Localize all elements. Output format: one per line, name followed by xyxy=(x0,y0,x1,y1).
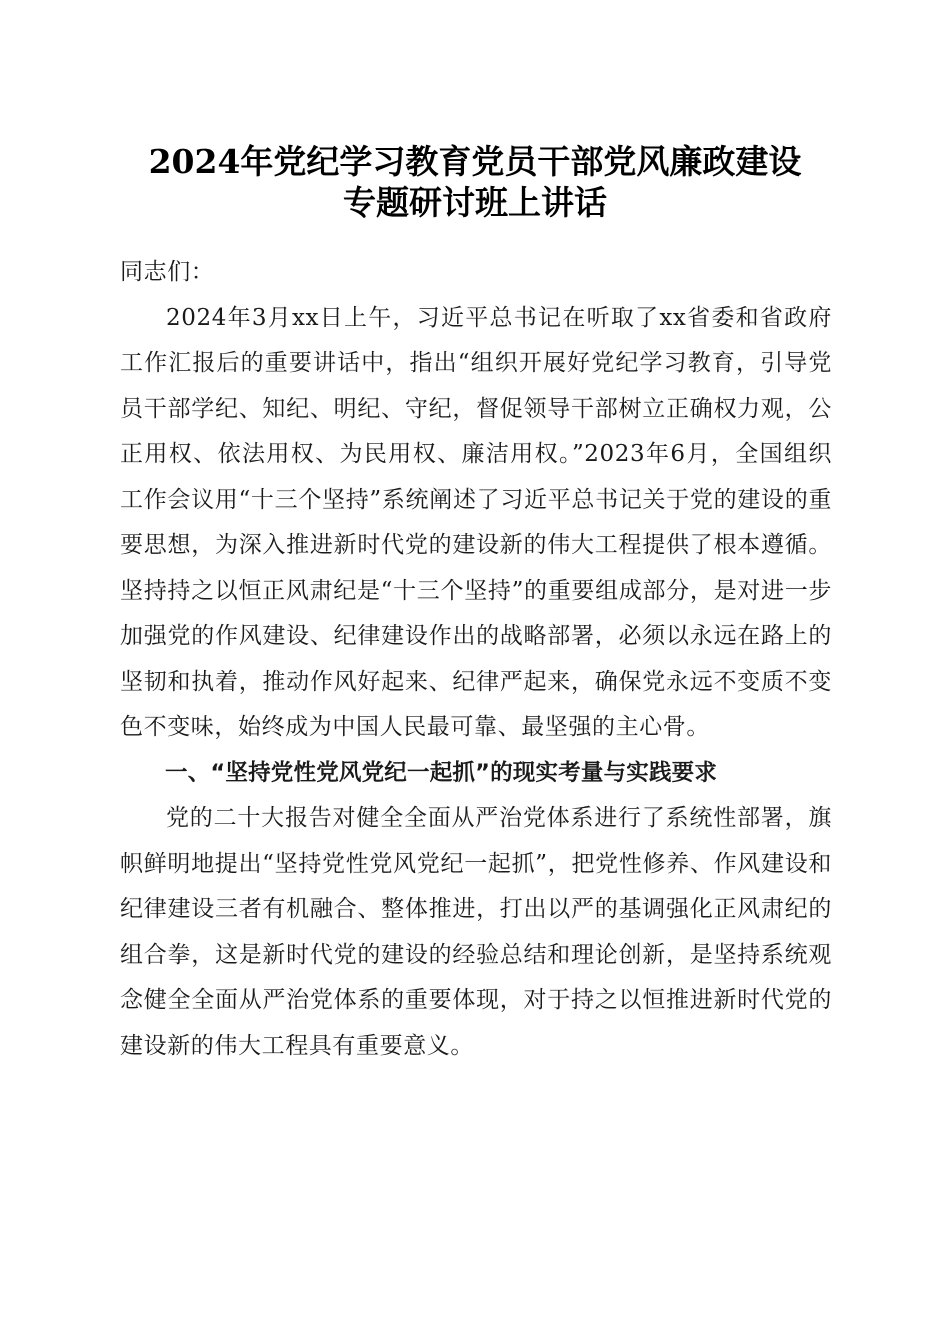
paragraph-intro: 2024年3月xx日上午，习近平总书记在听取了xx省委和省政府工作汇报后的重要讲话中，指出“组织开展好党纪学习教育，引导党员干部学纪、知纪、明纪、守纪，督促领导干部树立正确权力观，公正用权、依法用权、为民用权、廉洁用权。”2023年6月，全国组织工作会议用“十三个坚持”系统阐述了习近平总书记关于党的建设的重要思想，为深入推进新时代党的建设新的伟大工程提供了根本遵循。坚持持之以恒正风肃纪是“十三个坚持”的重要组成部分，是对进一步加强党的作风建设、纪律建设作出的战略部署，必须以永远在路上的坚韧和执着，推动作风好起来、纪律严起来，确保党永远不变质不变色不变味，始终成为中国人民最可靠、最坚强的主心骨。 xyxy=(120,304,832,740)
document-title-line-1: 2024年党纪学习教育党员干部党风廉政建设 xyxy=(148,142,802,181)
document-body xyxy=(120,250,832,1069)
document-title-line-2: 专题研讨班上讲话 xyxy=(343,183,607,222)
salutation: 同志们： xyxy=(120,259,215,285)
section-heading-1: 一、“坚持党性党风党纪一起抓”的现实考量与实践要求 xyxy=(165,759,718,786)
paragraph-section-1: 党的二十大报告对健全全面从严治党体系进行了系统性部署，旗帜鲜明地提出“坚持党性党风党纪一起抓”，把党性修养、作风建设和纪律建设三者有机融合、整体推进，打出以严的基调强化正风肃纪的组合拳，这是新时代党的建设的经验总结和理论创新，是坚持系统观念健全全面从严治党体系的重要体现，对于持之以恒推进新时代党的建设新的伟大工程具有重要意义。 xyxy=(120,805,832,1059)
